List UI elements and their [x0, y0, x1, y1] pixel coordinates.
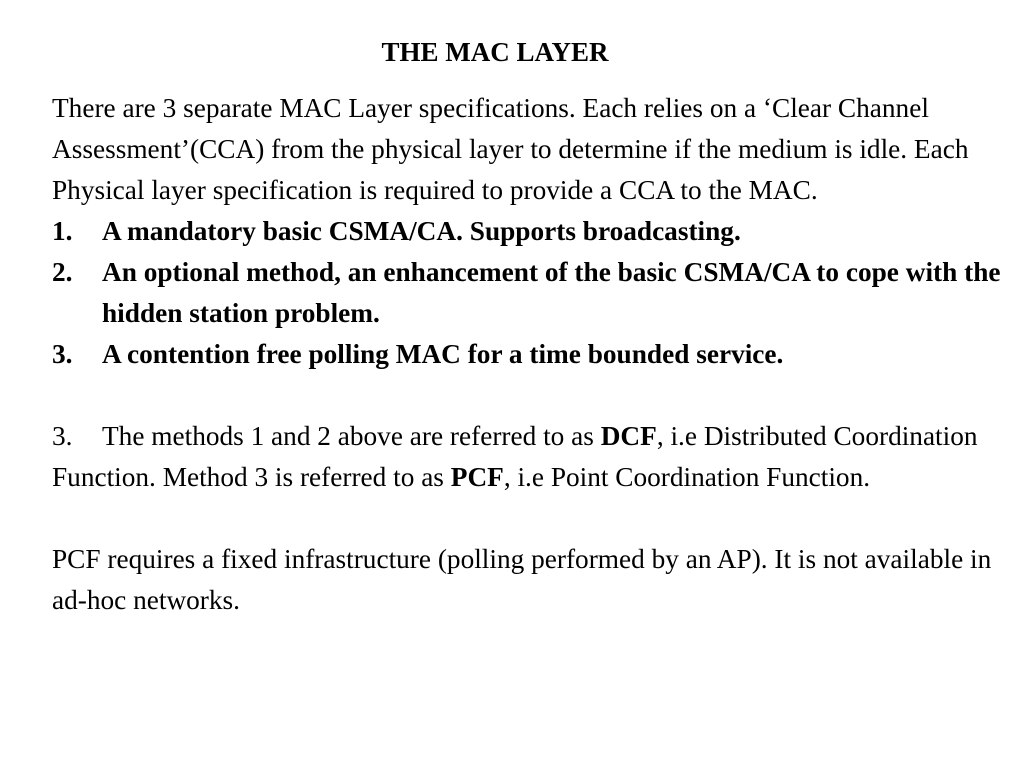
method-item-2 — [52, 252, 1024, 334]
method-text: A contention free polling MAC for a time bounded service. — [102, 339, 784, 369]
method-item-3 — [52, 334, 1024, 375]
dcf-paragraph — [52, 416, 1024, 498]
dcf-text-part1: The methods 1 and 2 above are referred to as — [102, 421, 601, 451]
method-number: 2. — [52, 257, 73, 287]
slide-body — [52, 88, 1024, 621]
spacer — [52, 375, 1024, 416]
slide-title: THE MAC LAYER — [381, 37, 609, 67]
paragraph-number: 3. — [52, 421, 73, 451]
pcf-note-paragraph: PCF requires a fixed infrastructure (polling performed by an AP). It is not available in ad-hoc networks. — [52, 544, 992, 615]
method-text: An optional method, an enhancement of the basic CSMA/CA to cope with the hidden station problem. — [102, 257, 1001, 328]
dcf-text-part3: , i.e Point Coordination Function. — [503, 462, 871, 492]
methods-list — [52, 211, 1024, 375]
method-item-1 — [52, 211, 1024, 252]
method-number: 1. — [52, 216, 73, 246]
dcf-text-part2: , i.e Distributed Coordination Function. Method 3 is referred to as — [52, 421, 978, 492]
dcf-term: DCF — [600, 421, 657, 451]
method-number: 3. — [52, 339, 73, 369]
spacer — [52, 498, 1024, 539]
intro-paragraph: There are 3 separate MAC Layer specifications. Each relies on a ‘Clear Channel Assessment’(CCA) from the physical layer to determine if the medium is idle. Each Physical layer specification is required to provide a CCA to the MAC. — [52, 93, 969, 205]
method-text: A mandatory basic CSMA/CA. Supports broadcasting. — [102, 216, 741, 246]
pcf-term: PCF — [450, 462, 504, 492]
